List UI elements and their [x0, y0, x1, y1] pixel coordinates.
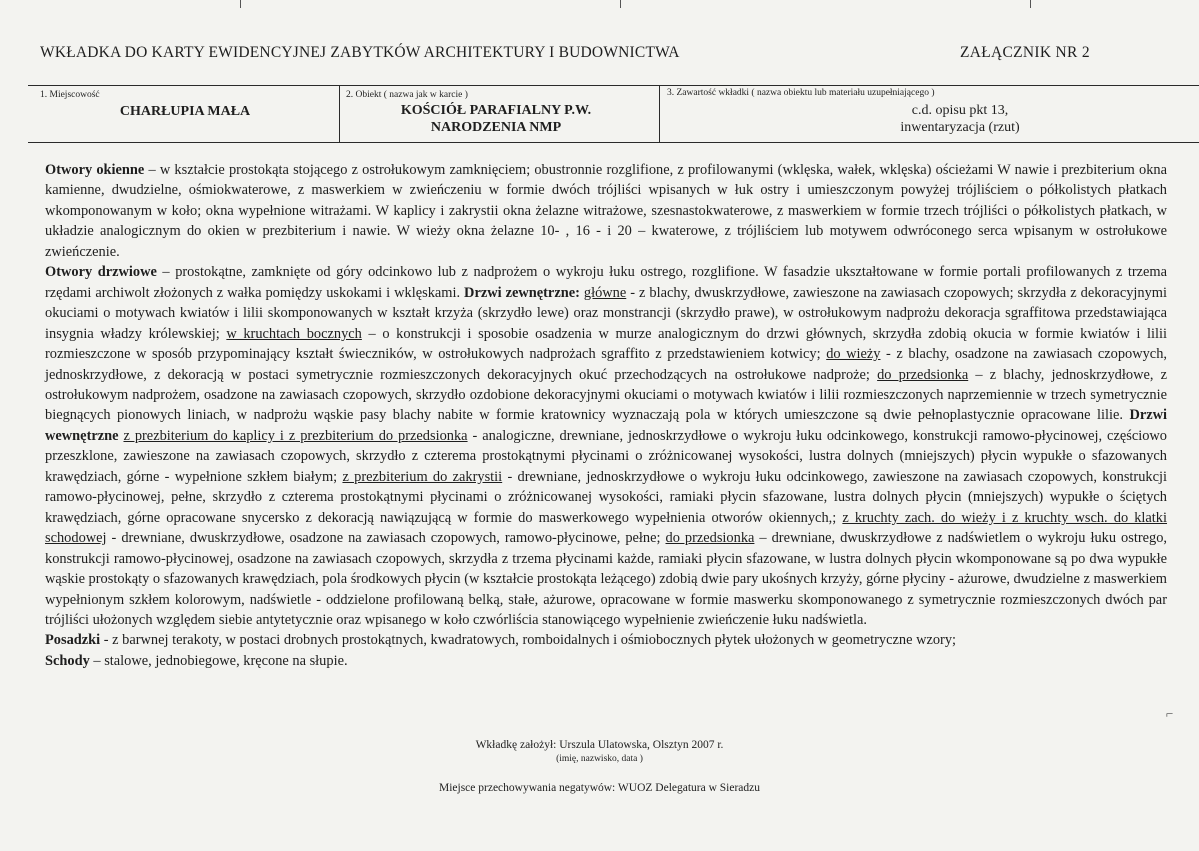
cell-divider — [339, 85, 340, 142]
underlined-term: główne — [583, 284, 627, 301]
body-text-span: - drewniane, dwuskrzydłowe, osadzone na zawiasach czopowych, ramowo-płycinowe, pełne; — [106, 530, 666, 547]
contents-value-line2: inwentaryzacja (rzut) — [900, 120, 1020, 135]
heading-floors: Posadzki — [45, 632, 101, 649]
body-text-span: - drewniane, jednoskrzydłowe o wykroju łuku odcinkowego, zawieszone na zawiasach czopowych, konstrukcji ramowo-płycinowej, pełne, skrzydło z czterema prostokątnymi płycinami o zróżnicowanej wysokości, ramiaki płycin sfazowane, lustra dolnych płycin (mniejszych) wypukłe o ściętych krawędziach, górne opracowane snycersko z dekoracją nawiązującą w formie do maswerkowego wypełnienia otworów okiennych,; — [45, 468, 1167, 526]
object-label: 2. Obiekt ( nazwa jak w karcie ) — [346, 90, 468, 100]
heading-windows: Otwory okienne — [45, 162, 145, 178]
contents-value-line1: c.d. opisu pkt 13, — [911, 103, 1009, 118]
cell-divider — [659, 85, 660, 142]
underlined-term: z prezbiterium do zakrystii — [342, 468, 503, 485]
object-value-line1: KOŚCIÓŁ PARAFIALNY P.W. — [400, 103, 592, 118]
heading-stairs: Schody — [45, 652, 90, 669]
body-text-span: – w kształcie prostokąta stojącego z ostrołukowym zamknięciem; obustronnie rozglifione, z profilowanymi (wklęska, wałek, wklęska) ościeżami W nawie i prezbiterium okna kamienne, dwudzielne, ośmiokwaterowe, z maswerkiem w zwieńczeniu w formie dwóch trójliści wpisanych w łuk ostry i umieszczonym powyżej trójliściem o półkolistych płatkach wkomponowanym w koło; okna wypełnione witrażami. W kaplicy i zakrystii okna żelazne witrażowe, szesnastokwaterowe, z maswerkiem w formie trzech trójliści o półkolistych płatkach, w układzie analogicznym do okien w prezbiterium i nawie. W wieży okna żelazne 10- , 16 - i 20 – kwaterowe, z trójliściem lub motywem odwróconego serca wpisanym w ostrołukowe zwieńczenie. — [45, 162, 1167, 260]
underlined-term: z kruchty zach. do wieży i z kruchty wsch. do klatki schodowej — [45, 509, 1168, 547]
contents-label: 3. Zawartość wkładki ( nazwa obiektu lub materiału uzupełniającego ) — [667, 88, 935, 98]
scan-mark — [620, 0, 621, 8]
body-text-span: – z blachy, jednoskrzydłowe, z ostrołukowym nadprożem, osadzone na zawiasach czopowych, skrzydło ozdobione dekoracyjnymi okuciami o motywach kwiatów i lilii rozmieszczonych naprzemiennie w trzech symetrycznie biegnących pionowych liniach, w nadprożu wąskie pasy blachy nabite w formie kratownicy wyznaczają pola w których umieszczone są dwie pełnoplastycznie opracowane lilie. — [45, 366, 1168, 424]
table-top-border — [28, 85, 1199, 86]
scan-mark — [240, 0, 241, 8]
body-text-span: – prostokątne, zamknięte od góry odcinkowo lub z nadprożem o wykroju łuku ostrego, rozglifione. W fasadzie ukształtowane w formie portali profilowanych z trzema rzędami archiwolt złożonych z wałka pomiędzy uskokami i wklęskami. — [45, 264, 1168, 301]
paragraph-floors — [45, 630, 1167, 650]
underlined-term: do przedsionka — [877, 366, 969, 383]
subheading-exterior-doors: Drzwi zewnętrzne: — [464, 284, 580, 301]
underlined-term: z prezbiterium do kaplicy i z prezbiterium do przedsionka — [123, 427, 468, 444]
underlined-term: do wieży — [826, 346, 881, 363]
paragraph-doors — [45, 262, 1167, 630]
underlined-term: w kruchtach bocznych — [226, 325, 362, 342]
body-text-span: – stalowe, jednobiegowe, kręcone na słupie. — [89, 652, 348, 669]
negatives-location: Miejsce przechowywania negatywów: WUOZ Delegatura w Sieradzu — [438, 782, 761, 794]
body-text-span: - z blachy, dwuskrzydłowe, zawieszone na zawiasach czopowych; skrzydła z dekoracyjnymi okuciami o motywach kwiatów i lilii skomponowanych w kształt krzyża (skrzydło lewe) oraz monstrancji (skrzydło prawe), w ostrołukowym nadprożu dekoracja sgraffitowa przedstawiająca insygnia władzy królewskiej; — [45, 284, 1167, 342]
author-caption: (imię, nazwisko, data ) — [556, 754, 643, 764]
paragraph-stairs — [45, 651, 1167, 671]
author-line: Wkładkę założył: Urszula Ulatowska, Olsztyn 2007 r. — [475, 739, 724, 751]
body-text-span: - z blachy, osadzone na zawiasach czopowych, jednoskrzydłowe, z dekoracją w postaci symetrycznie rozmieszczonych dekoracyjnych okuć przechodzących na ostrołukowe nadproże; — [45, 346, 1167, 383]
body-text-span: – drewniane, dwuskrzydłowe z nadświetlem o wykroju łuku ostrego, konstrukcji ramowo-płycinowej, osadzone na zawiasach czopowych, skrzydła z trzema płycinami każde, ramiaki płycin sfazowane, w lustra dolnych płycin wkomponowane są po dwa wypukłe wąskie prostokąty o sfazowanych krawędziach, pola środkowych płycin (w kształcie prostokąta leżącego) zdobią dwie pary ukośnych krzyży, górne płyciny - ażurowe, dwudzielne z maswerkiem wypełnionym szkłem kolorowym, nadświetle - oddzielone profilowaną belką, stałe, ażurowe, opracowane w formie maswerku skomponowanego z symetrycznie rozmieszczonych dwóch par trójliści ułożonych względem siebie antytetycznie oraz wpisanego w koło czwórliścia stanowiącego wypełnienie zwieńczenie łuku nadświetla. — [45, 530, 1167, 628]
subheading-interior-doors: Drzwi wewnętrzne — [45, 407, 1167, 444]
annex-label: ZAŁĄCZNIK NR 2 — [960, 44, 1090, 61]
table-bottom-border — [28, 142, 1199, 143]
body-text-span: - z barwnej terakoty, w postaci drobnych prostokątnych, kwadratowych, romboidalnych i ośmiobocznych płytek ułożonych w geometryczne wzory; — [100, 632, 957, 649]
locality-value: CHARŁUPIA MAŁA — [119, 104, 251, 119]
heading-doors: Otwory drzwiowe — [45, 264, 157, 281]
object-value-line2: NARODZENIA NMP — [430, 120, 562, 135]
body-text-span: – o konstrukcji i sposobie osadzenia w murze analogicznym do drzwi głównych, skrzydła zdobią okucia w formie kwiatów i lilii rozmieszczone w sposób przypominający kształt świeczników, w ostrołukowych nadprożach sgraffito z przedstawieniem kotwicy; — [45, 325, 1167, 363]
edge-mark: ⌐ — [1166, 706, 1174, 721]
document-title: WKŁADKA DO KARTY EWIDENCYJNEJ ZABYTKÓW ARCHITEKTURY I BUDOWNICTWA — [40, 44, 680, 61]
description-body — [45, 160, 1167, 671]
body-text-span: - analogiczne, drewniane, jednoskrzydłowe o wykroju łuku odcinkowego, konstrukcji ramowo-płycinowej, częściowo przeszklone, zawieszone na zawiasach czopowych, skrzydło z czterema prostokątnymi płycinami o zróżnicowanej wysokości, lustra dolnych (mniejszych) płycin wypukłe o sfazowanych krawędziach, górne - wypełnione szkłem białym; — [45, 427, 1167, 485]
underlined-term: do przedsionka — [665, 530, 755, 547]
paragraph-windows — [45, 160, 1167, 262]
scan-mark — [1030, 0, 1031, 8]
locality-label: 1. Miejscowość — [40, 90, 100, 100]
